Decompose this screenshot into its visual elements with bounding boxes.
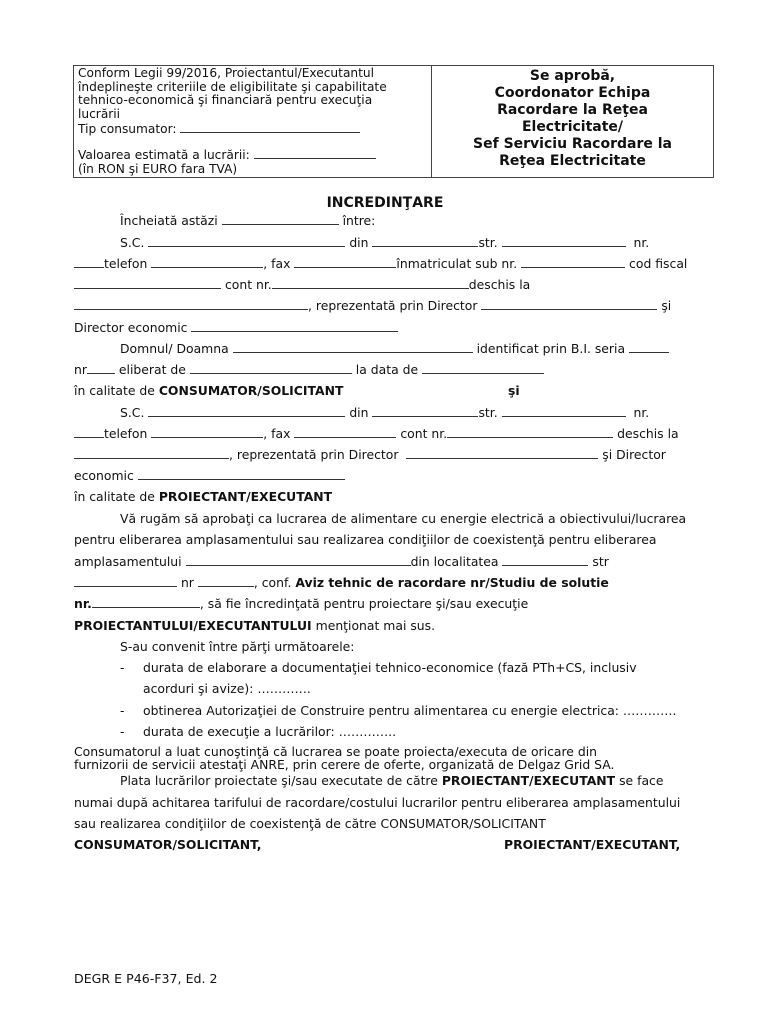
header-left-line: Conform Legii 99/2016, Proiectantul/Executantul (78, 66, 375, 80)
sc-label: S.C. (120, 405, 145, 420)
header-left-line: lucrării (78, 106, 121, 121)
cont1-row (74, 277, 530, 292)
plata-line: numai după achitarea tarifului de racordare/costului lucrarilor pentru eliberarea amplasamentului (74, 795, 681, 810)
valoarea-label: Valoarea estimată a lucrării: (78, 147, 250, 162)
reprezentata-label: , reprezentată prin Director (308, 298, 478, 313)
amplasament-row (74, 554, 609, 569)
sc1-name-blank[interactable] (148, 235, 345, 247)
din-localitatea-label: din localitatea (410, 554, 499, 569)
domnul-label: Domnul/ Doamna (120, 341, 229, 356)
inmatriculat-blank[interactable] (521, 256, 625, 268)
plata-text-end: se face (619, 773, 664, 788)
economic-row (74, 468, 345, 483)
header-left-line: tehnico-economică şi financiară pentru execuţia (78, 93, 373, 108)
director2-blank[interactable] (406, 447, 598, 459)
amplasament-blank[interactable] (186, 554, 411, 566)
intre-label: între: (342, 213, 376, 228)
str-label: str (592, 554, 609, 569)
si-director-label: şi Director (602, 447, 666, 462)
incheiata-row (120, 213, 375, 228)
plata-row (120, 773, 664, 788)
plata-proiectant-label: PROIECTANT/EXECUTANT (441, 773, 616, 788)
fax-label: , fax (263, 256, 291, 271)
approval-line: Reţea Electricitate (499, 153, 646, 169)
cont2-blank[interactable] (447, 426, 613, 438)
sc1-row (120, 235, 649, 250)
sa-fie-text: , să fie încredinţată pentru proiectare şi/sau execuţie (199, 596, 529, 611)
sc2-row (120, 405, 649, 420)
valoarea-blank[interactable] (254, 147, 376, 159)
telefon2-row (74, 426, 679, 441)
dash-bullet: - (120, 660, 125, 675)
tip-consumator-label: Tip consumator: (78, 122, 177, 137)
din-label: din (349, 405, 369, 420)
director-economic-label: Director economic (74, 320, 188, 335)
la-data-label: la data de (355, 362, 419, 377)
cod-fiscal-label: cod fiscal (629, 256, 688, 271)
tip-consumator-row (78, 121, 427, 137)
date-blank[interactable] (222, 213, 339, 225)
eliberat-label: eliberat de (118, 362, 186, 377)
telefon1-row (74, 256, 687, 271)
reprezentata-label: , reprezentată prin Director (229, 447, 399, 462)
sc2-city-blank[interactable] (372, 405, 478, 417)
director-economic-row (74, 320, 398, 335)
list-item: durata de elaborare a documentaţiei tehnico-economice (fază PTh+CS, inclusiv (143, 660, 637, 675)
nr2-blank[interactable] (74, 426, 104, 438)
inmatriculat-label: înmatriculat sub nr. (396, 256, 518, 271)
la-data-blank[interactable] (422, 362, 544, 374)
reprezentata1-row (74, 298, 671, 313)
street-blank[interactable] (74, 575, 177, 587)
street-nr-blank[interactable] (198, 575, 254, 587)
telefon1-blank[interactable] (151, 256, 263, 268)
in-calitate-label: în calitate de (74, 489, 155, 504)
si-label: şi (661, 298, 672, 313)
header-left-line: îndeplineşte criteriile de eligibilitate şi capabilitate (78, 79, 387, 94)
conf-label: , conf. (253, 575, 292, 590)
mentionat-text: menţionat mai sus. (315, 618, 436, 633)
proiectantului-row (74, 618, 435, 633)
nr-label: nr (74, 362, 87, 377)
seria-blank[interactable] (629, 341, 669, 353)
cod-fiscal-blank[interactable] (74, 277, 221, 289)
str-label: str. (478, 405, 498, 420)
signature-consumator: CONSUMATOR/SOLICITANT, (74, 837, 262, 852)
fax1-blank[interactable] (294, 256, 396, 268)
si-bold-label: şi (508, 383, 520, 398)
approval-line: Electricitate/ (521, 119, 624, 135)
str-label: str. (478, 235, 498, 250)
dash-bullet: - (120, 703, 125, 718)
proiectantului-label: PROIECTANTULUI/EXECUTANTULUI (74, 618, 312, 633)
localitate-blank[interactable] (502, 554, 588, 566)
economic-label: economic (74, 468, 134, 483)
eliberat-blank[interactable] (190, 362, 352, 374)
deschis-la-label: deschis la (617, 426, 679, 441)
telefon-label: telefon (104, 426, 148, 441)
director1-blank[interactable] (481, 298, 657, 310)
nr-label: nr. (633, 235, 650, 250)
economic-blank[interactable] (138, 468, 345, 480)
nr-label: nr (180, 575, 194, 590)
bank2-blank[interactable] (74, 447, 229, 459)
nr-bold-label: nr. (74, 596, 92, 611)
cont1-blank[interactable] (272, 277, 469, 289)
deschis-la-label: deschis la (468, 277, 531, 292)
identificat-label: identificat prin B.I. seria (476, 341, 626, 356)
valoarea-note: (în RON şi EURO fara TVA) (78, 161, 238, 176)
din-label: din (349, 235, 369, 250)
approval-line: Racordare la Reţea (497, 102, 648, 118)
header-table (73, 65, 714, 178)
calitate-consumator-row (74, 383, 343, 398)
bank1-blank[interactable] (74, 298, 308, 310)
consumator-label: CONSUMATOR/SOLICITANT (158, 383, 344, 398)
approval-line: Sef Serviciu Racordare la (473, 136, 672, 152)
nr1-blank[interactable] (74, 256, 104, 268)
proiectant-label: PROIECTANT/EXECUTANT (158, 489, 333, 504)
convenit-text: S-au convenit între părţi următoarele: (120, 639, 355, 654)
in-calitate-label: în calitate de (74, 383, 155, 398)
eliberat-row (74, 362, 544, 377)
domnul-blank[interactable] (233, 341, 473, 353)
document-title: INCREDINŢARE (326, 195, 444, 211)
paragraph-line: Vă rugăm să aprobaţi ca lucrarea de alimentare cu energie electrică a obiectivului/lucrarea (120, 511, 687, 526)
sc-label: S.C. (120, 235, 145, 250)
sc1-street-blank[interactable] (502, 235, 626, 247)
aviz-row (74, 575, 609, 590)
cunostinta-line: Consumatorul a luat cunoştinţă că lucrarea se poate proiecta/executa de oricare din (74, 744, 598, 759)
fax2-blank[interactable] (294, 426, 396, 438)
valoarea-row (78, 147, 427, 163)
dash-bullet: - (120, 724, 125, 739)
approval-line: Coordonator Echipa (494, 85, 651, 101)
cont-label: cont nr. (224, 277, 272, 292)
amplasamentului-label: amplasamentului (74, 554, 182, 569)
tip-consumator-blank[interactable] (180, 121, 360, 133)
cunostinta-line: furnizorii de servicii atestaţi ANRE, prin cerere de oferte, organizată de Delgaz Grid SA. (74, 757, 615, 772)
incheiata-label: Încheiată astăzi (120, 213, 218, 228)
nr-label: nr. (633, 405, 650, 420)
aviz-label: Aviz tehnic de racordare nr/Studiu de solutie (295, 575, 609, 590)
plata-text: Plata lucrărilor proiectate şi/sau executate de către (120, 773, 438, 788)
paragraph-line: pentru eliberarea amplasamentului sau realizarea condiţiilor de coexistenţă pentru eliberarea (74, 532, 657, 547)
signature-proiectant: PROIECTANT/EXECUTANT, (504, 837, 681, 852)
cont-label: cont nr. (400, 426, 448, 441)
director-economic-blank[interactable] (191, 320, 398, 332)
form-code-footer: DEGR E P46-F37, Ed. 2 (74, 971, 218, 986)
sc1-city-blank[interactable] (372, 235, 478, 247)
telefon2-blank[interactable] (151, 426, 263, 438)
aviz-nr-blank[interactable] (92, 596, 200, 608)
reprezentata2-row (74, 447, 666, 462)
bi-nr-blank[interactable] (87, 362, 115, 374)
sc2-street-blank[interactable] (502, 405, 626, 417)
telefon-label: telefon (104, 256, 148, 271)
list-item: durata de execuţie a lucrărilor: ………….. (143, 724, 397, 739)
approval-line: Se aprobă, (529, 68, 616, 84)
plata-line: sau realizarea condiţiilor de coexistenţă de către CONSUMATOR/SOLICITANT (74, 816, 546, 831)
list-item: obtinerea Autorizaţiei de Construire pentru alimentarea cu energie electrica: …………. (143, 703, 677, 718)
header-right-cell (432, 66, 713, 177)
fax-label: , fax (263, 426, 291, 441)
header-left-cell (74, 66, 432, 177)
list-item-continued: acorduri şi avize): …………. (143, 681, 311, 696)
domnul-row (120, 341, 669, 356)
calitate-proiectant-row (74, 489, 332, 504)
incredintata-row (74, 596, 528, 611)
sc2-name-blank[interactable] (148, 405, 345, 417)
